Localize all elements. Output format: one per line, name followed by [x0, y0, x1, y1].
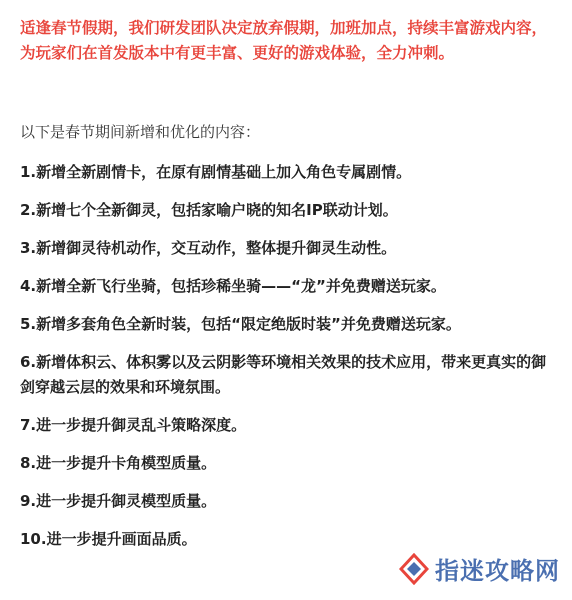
watermark [399, 551, 560, 586]
list-item: 4.新增全新飞行坐骑，包括珍稀坐骑——“龙”并免费赠送玩家。 [20, 277, 446, 295]
list-item: 7.进一步提升御灵乱斗策略深度。 [20, 416, 247, 434]
list-item: 8.进一步提升卡角模型质量。 [20, 454, 217, 472]
lead-line: 以下是春节期间新增和优化的内容： [20, 123, 261, 141]
list-item: 9.进一步提升御灵模型质量。 [20, 492, 217, 510]
announcement-intro-block [20, 16, 552, 66]
list-item: 1.新增全新剧情卡，在原有剧情基础上加入角色专属剧情。 [20, 163, 412, 181]
list-item: 5.新增多套角色全新时装，包括“限定绝版时装”并免费赠送玩家。 [20, 315, 461, 333]
diamond-logo-icon [399, 553, 429, 585]
list-item: 6.新增体积云、体积雾以及云阴影等环境相关效果的技术应用，带来更真实的御剑穿越云层的效果和环境氛围。 [20, 353, 547, 396]
list-item: 10.进一步提升画面品质。 [20, 530, 197, 548]
update-list [20, 160, 552, 565]
list-item: 2.新增七个全新御灵，包括家喻户晓的知名IP联动计划。 [20, 201, 398, 219]
list-item: 3.新增御灵待机动作，交互动作，整体提升御灵生动性。 [20, 239, 397, 257]
intro-paragraph: 适逢春节假期，我们研发团队决定放弃假期，加班加点，持续丰富游戏内容，为玩家们在首发版本中有更丰富、更好的游戏体验，全力冲刺。 [20, 19, 548, 62]
watermark-text: 指迷攻略网 [435, 556, 560, 585]
